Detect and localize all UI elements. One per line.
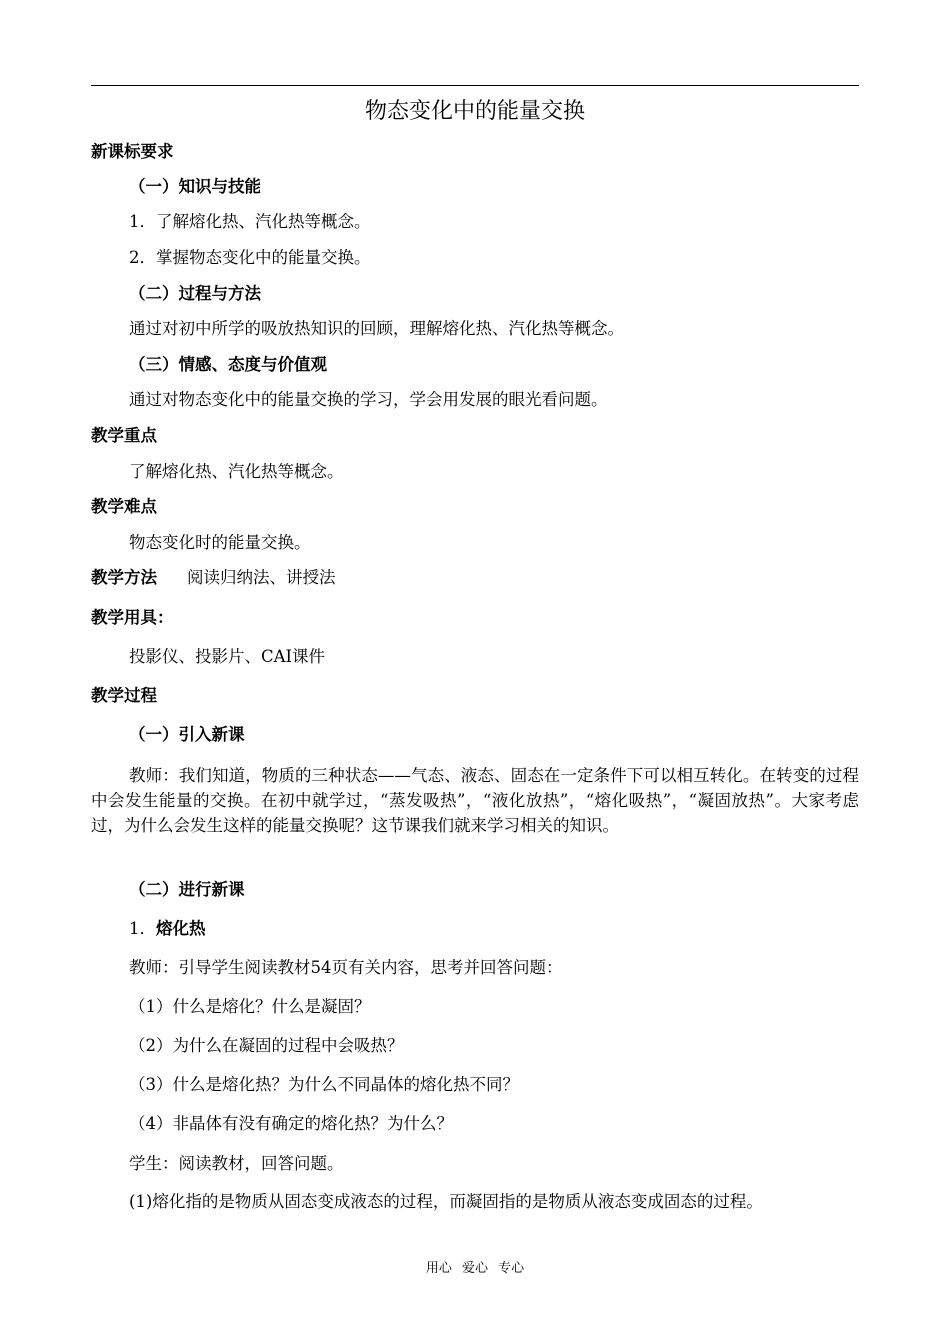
footer-word: 爱心	[461, 1261, 488, 1276]
subheading-emotion-attitude: （三）情感、态度与价值观	[129, 355, 327, 374]
section-heading-melting-heat	[129, 919, 206, 939]
heading-standards: 新课标要求	[91, 142, 174, 161]
heading-process: 教学过程	[91, 686, 157, 705]
header-rule	[91, 85, 859, 86]
paragraph: 通过对初中所学的吸放热知识的回顾，理解熔化热、汽化热等概念。	[129, 319, 624, 338]
subheading-knowledge-skills: （一）知识与技能	[129, 177, 261, 196]
intro-paragraph: 教师：我们知道，物质的三种状态——气态、液态、固态在一定条件下可以相互转化。在转变的过程中会发生能量的交换。在初中就学过，“蒸发吸热”，“液化放热”，“熔化吸热”，“凝固放热”。大家考虑过，为什么会发生这样的能量交换呢？这节课我们就来学习相关的知识。	[91, 766, 859, 835]
subheading-intro: （一）引入新课	[129, 725, 245, 744]
answer: (1)熔化指的是物质从固态变成液态的过程，而凝固指的是物质从液态变成固态的过程。	[129, 1192, 763, 1211]
list-item: 2．掌握物态变化中的能量交换。	[129, 248, 371, 267]
subheading-process-method: （二）过程与方法	[129, 284, 261, 303]
footer-word: 用心	[425, 1261, 452, 1276]
question: （3）什么是熔化热？为什么不同晶体的熔化热不同？	[129, 1075, 519, 1094]
heading-difficulty: 教学难点	[91, 497, 157, 516]
heading-method: 教学方法	[91, 568, 157, 587]
page-footer	[0, 1261, 950, 1277]
question: （2）为什么在凝固的过程中会吸热？	[129, 1036, 404, 1055]
footer-word: 专心	[498, 1261, 525, 1276]
list-item: 1．了解熔化热、汽化热等概念。	[129, 212, 371, 231]
section-number: 1．	[129, 919, 156, 938]
paragraph: 物态变化时的能量交换。	[129, 533, 311, 552]
page-title: 物态变化中的能量交换	[364, 99, 585, 124]
heading-key-point: 教学重点	[91, 426, 157, 445]
question: （4）非晶体有没有确定的熔化热？为什么？	[129, 1114, 453, 1133]
paragraph: 了解熔化热、汽化热等概念。	[129, 462, 344, 481]
paragraph: 通过对物态变化中的能量交换的学习，学会用发展的眼光看问题。	[129, 390, 608, 409]
question: （1）什么是熔化？什么是凝固？	[129, 997, 371, 1016]
paragraph: 学生：阅读教材，回答问题。	[129, 1154, 344, 1173]
heading-tools: 教学用具：	[91, 608, 174, 627]
subheading-new-lesson: （二）进行新课	[129, 880, 245, 899]
method-text: 阅读归纳法、讲授法	[187, 568, 336, 587]
paragraph: 教师：引导学生阅读教材54页有关内容，思考并回答问题：	[129, 958, 563, 977]
paragraph: 投影仪、投影片、CAI课件	[129, 647, 326, 666]
section-title: 熔化热	[156, 919, 206, 938]
